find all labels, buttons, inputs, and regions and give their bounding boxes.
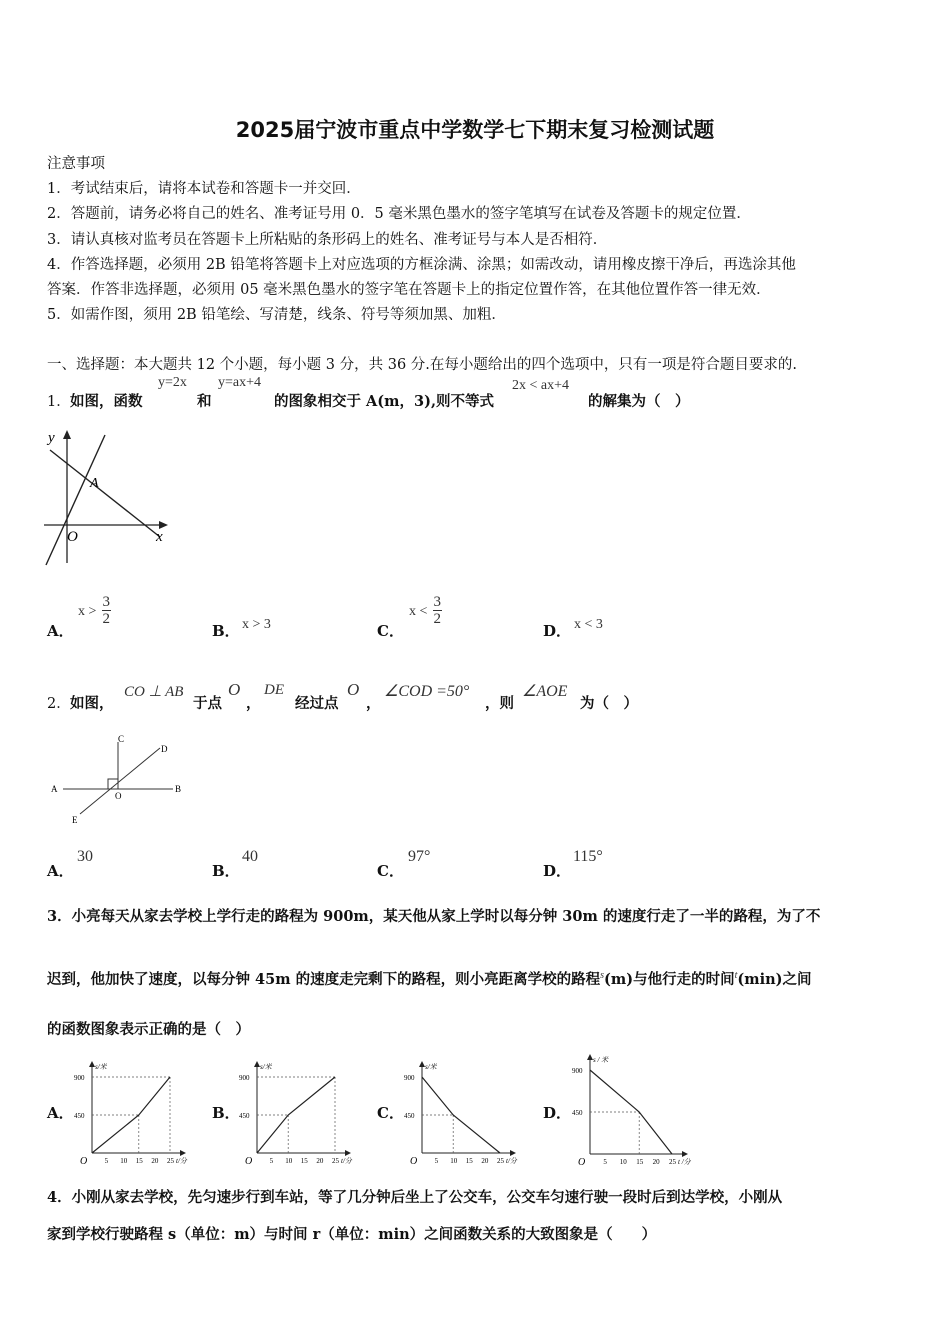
label-a: A	[51, 784, 58, 794]
fraction: $\frac{3}{2}$	[102, 594, 110, 627]
q3-var-s: s	[600, 970, 605, 982]
y-axis-arrow	[63, 430, 71, 439]
q2-text: ，	[366, 695, 381, 712]
q3-chart-d[interactable]	[568, 1050, 698, 1170]
x-axis-label: t/分	[176, 1157, 187, 1165]
q1-formula-2: y=ax+4	[218, 375, 262, 390]
q2-point-o: O	[347, 680, 360, 699]
q2-text: 于点	[193, 695, 222, 712]
q3-option-b-label[interactable]: B．	[212, 1104, 240, 1122]
q3-option-a-label[interactable]: A．	[47, 1104, 74, 1122]
x-tick-label: 15	[300, 1157, 308, 1165]
section-heading: 一、选择题：本大题共 12 个小题，每小题 3 分，共 36 分.在每小题给出的四个选项中，只有一项是符合题目要求的.	[47, 357, 797, 373]
q2-text: 为（ ）	[580, 695, 638, 712]
origin-label: O	[578, 1157, 586, 1168]
x-tick-label: 15	[135, 1157, 143, 1165]
q2-option-d-label[interactable]: D．	[543, 862, 572, 880]
x-axis-arrow	[682, 1151, 688, 1157]
origin-label: O	[245, 1156, 253, 1167]
notice-item: 3．请认真核对监考员在答题卡上所粘贴的条形码上的姓名、准考证号与本人是否相符．	[47, 232, 608, 248]
y-label: y	[48, 430, 55, 446]
x-axis-arrow	[180, 1150, 186, 1156]
x-tick-label: 10	[285, 1157, 293, 1165]
y-tick-label: 450	[404, 1112, 415, 1120]
x-tick-label: 20	[652, 1158, 660, 1166]
x-tick-label: 5	[603, 1158, 607, 1166]
x-tick-label: 15	[636, 1158, 644, 1166]
y-tick-label: 450	[239, 1112, 250, 1120]
x-axis-label: t /分	[678, 1158, 691, 1166]
q2-option-d[interactable]: 115°	[573, 848, 603, 865]
q1-option-a-lhs: x >	[78, 604, 97, 619]
q1-option-b-label[interactable]: B．	[212, 622, 240, 640]
point-a-label: A	[90, 476, 99, 491]
x-tick-label: 25	[497, 1157, 504, 1165]
y-tick-label: 900	[572, 1067, 583, 1075]
q1-option-c-label[interactable]: C．	[377, 622, 404, 640]
label-b: B	[175, 784, 182, 794]
q2-angle-cod: ∠COD =50°	[384, 683, 470, 700]
q1-text: 的解集为（ ）	[588, 393, 690, 410]
q3-option-d-label[interactable]: D．	[543, 1104, 572, 1122]
q2-option-c[interactable]: 97°	[408, 848, 431, 865]
series-line	[92, 1077, 170, 1153]
notice-item: 5．如需作图，须用 2B 铅笔绘、写清楚，线条、符号等须加黑、加粗．	[47, 307, 506, 323]
q3-chart-a[interactable]	[70, 1055, 195, 1170]
x-tick-label: 20	[151, 1157, 159, 1165]
q2-option-b-label[interactable]: B．	[212, 862, 240, 880]
x-tick-label: 25	[167, 1157, 174, 1165]
notice-item: 4．作答选择题，必须用 2B 铅笔将答题卡上对应选项的方框涂满、涂黑；如需改动，请用橡皮擦干净后，再选涂其他	[47, 257, 796, 273]
x-label: x	[156, 529, 163, 545]
q2-option-a[interactable]: 30	[77, 848, 93, 865]
q3-text-line3: 的函数图象表示正确的是（ ）	[47, 1021, 250, 1038]
q2-option-b[interactable]: 40	[242, 848, 258, 865]
q3-var-t: t	[734, 970, 738, 982]
page-title: 2025届宁波市重点中学数学七下期末复习检测试题	[235, 118, 715, 142]
series-line	[422, 1077, 500, 1153]
fraction: $\frac{3}{2}$	[433, 594, 441, 627]
q3-chart-c[interactable]	[400, 1055, 525, 1170]
q3-text-line2: 迟到，他加快了速度，以每分钟 45m 的速度走完剩下的路程，则小亮距离学校的路程$^s$(m)与他行走的时间$^t$(min)之间	[47, 970, 812, 988]
q1-text: 如图，函数	[70, 393, 143, 410]
notice-heading: 注意事项	[47, 156, 105, 172]
x-axis-arrow	[159, 521, 168, 529]
q2-text: ，则	[485, 695, 514, 712]
q2-figure	[45, 730, 190, 830]
y-tick-label: 450	[74, 1112, 85, 1120]
x-tick-label: 10	[619, 1158, 627, 1166]
q1-option-b[interactable]: x > 3	[242, 617, 271, 632]
y-tick-label: 900	[239, 1074, 250, 1082]
x-axis-label: t/分	[506, 1157, 517, 1165]
q2-text: ，	[246, 695, 261, 712]
y-tick-label: 450	[572, 1109, 583, 1117]
line-de	[80, 748, 160, 814]
origin-label: O	[80, 1156, 88, 1167]
y-axis-label: s/米	[95, 1063, 107, 1071]
x-tick-label: 5	[269, 1157, 274, 1165]
notice-item: 答案．作答非选择题，必须用 05 毫米黑色墨水的签字笔在答题卡上的指定位置作答，在其他位置作答一律无效．	[47, 282, 771, 298]
label-e: E	[72, 815, 78, 825]
origin-label: O	[410, 1156, 418, 1167]
series-line	[257, 1077, 335, 1153]
x-axis-arrow	[345, 1150, 351, 1156]
x-tick-label: 20	[316, 1157, 324, 1165]
y-axis-label: s/米	[425, 1063, 437, 1071]
q3-chart-b[interactable]	[235, 1055, 360, 1170]
q1-option-a[interactable]	[78, 594, 111, 627]
q1-option-c[interactable]	[409, 594, 442, 627]
notice-item: 1．考试结束后，请将本试卷和答题卡一并交回．	[47, 181, 361, 197]
q1-option-c-lhs: x <	[409, 604, 428, 619]
q2-text: 如图，	[70, 695, 114, 712]
x-tick-label: 25	[669, 1158, 676, 1166]
q1-option-d-label[interactable]: D．	[543, 622, 572, 640]
q2-number: 2．	[47, 696, 71, 712]
q2-point-o: O	[228, 680, 241, 699]
origin-label: O	[67, 529, 78, 545]
q1-formula-1: y=2x	[158, 375, 187, 390]
x-tick-label: 25	[332, 1157, 339, 1165]
label-o: O	[115, 791, 122, 801]
q4-text-line1: 4．小刚从家去学校，先匀速步行到车站，等了几分钟后坐上了公交车，公交车匀速行驶一段时后到达学校，小刚从	[47, 1189, 783, 1206]
x-tick-label: 10	[450, 1157, 458, 1165]
q2-expr-perp: CO ⊥ AB	[124, 684, 184, 700]
x-tick-label: 5	[434, 1157, 439, 1165]
q3-option-c-label[interactable]: C．	[377, 1104, 404, 1122]
q1-text: 的图象相交于 A(m，3),则不等式	[274, 393, 494, 410]
q1-option-a-label[interactable]: A．	[47, 622, 74, 640]
q2-option-a-label[interactable]: A．	[47, 862, 74, 880]
q2-text: 经过点	[295, 695, 339, 712]
y-tick-label: 900	[404, 1074, 415, 1082]
q1-inequality: 2x < ax+4	[512, 378, 570, 393]
q2-option-c-label[interactable]: C．	[377, 862, 404, 880]
q3-text-line1: 3．小亮每天从家去学校上学行走的路程为 900m，某天他从家上学时以每分钟 30m 的速度行走了一半的路程，为了不	[47, 908, 821, 925]
x-tick-label: 20	[481, 1157, 489, 1165]
q2-angle-aoe: ∠AOE	[522, 683, 568, 700]
label-c: C	[118, 734, 125, 744]
x-tick-label: 5	[104, 1157, 109, 1165]
y-axis-label: s/米	[260, 1063, 272, 1071]
x-axis-arrow	[510, 1150, 516, 1156]
q1-number: 1．	[47, 394, 71, 410]
notice-item: 2．答题前，请务必将自己的姓名、准考证号用 0．5 毫米黑色墨水的签字笔填写在试卷及答题卡的规定位置．	[47, 206, 751, 222]
q2-line-de: DE	[264, 682, 284, 698]
y-tick-label: 900	[74, 1074, 85, 1082]
x-tick-label: 10	[120, 1157, 128, 1165]
q1-graph	[40, 425, 175, 567]
q1-text: 和	[197, 393, 212, 410]
y-axis-label: s / 米	[593, 1056, 609, 1064]
label-d: D	[161, 744, 168, 754]
x-tick-label: 15	[465, 1157, 473, 1165]
x-axis-label: t/分	[341, 1157, 352, 1165]
q1-option-d[interactable]: x < 3	[574, 617, 603, 632]
q4-text-line2: 家到学校行驶路程 s（单位：m）与时间 r（单位：min）之间函数关系的大致图象是（ ）	[47, 1226, 657, 1243]
